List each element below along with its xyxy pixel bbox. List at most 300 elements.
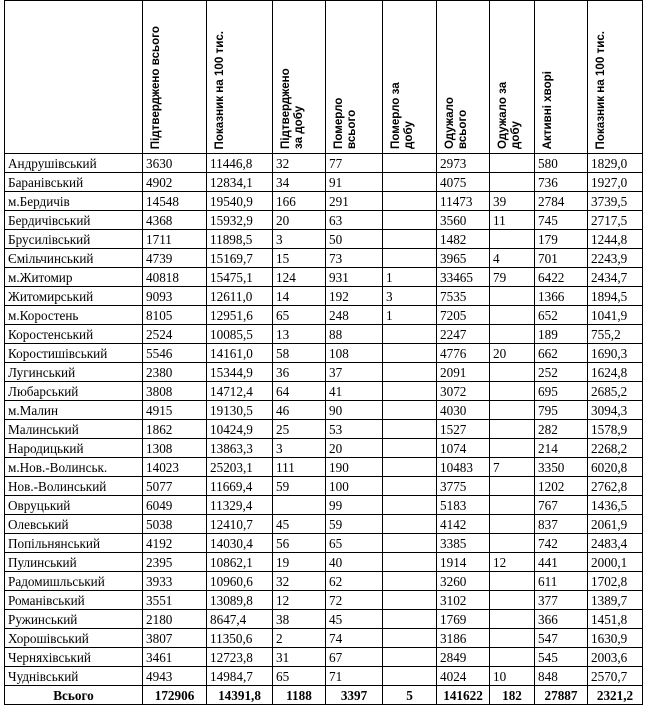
- value-cell: [383, 344, 437, 363]
- region-name-cell: Коростишівський: [5, 344, 143, 363]
- value-cell: 56: [273, 534, 326, 553]
- value-cell: [383, 610, 437, 629]
- region-name-cell: Олевський: [5, 515, 143, 534]
- value-cell: 4739: [143, 249, 207, 268]
- value-cell: 10424,9: [207, 420, 273, 439]
- value-cell: 32: [273, 572, 326, 591]
- value-cell: 1074: [437, 439, 490, 458]
- value-cell: 1244,8: [588, 230, 643, 249]
- value-cell: 2061,9: [588, 515, 643, 534]
- value-cell: 2395: [143, 553, 207, 572]
- report-table-container: [4, 0, 642, 705]
- total-value-cell: 182: [490, 686, 535, 705]
- value-cell: [383, 477, 437, 496]
- column-header-label: Активні хворі: [541, 70, 554, 149]
- value-cell: 5546: [143, 344, 207, 363]
- value-cell: 11350,6: [207, 629, 273, 648]
- value-cell: 695: [535, 382, 588, 401]
- value-cell: 15: [273, 249, 326, 268]
- value-cell: [490, 648, 535, 667]
- value-cell: 13863,3: [207, 439, 273, 458]
- value-cell: 99: [326, 496, 383, 515]
- value-cell: 19130,5: [207, 401, 273, 420]
- value-cell: 1769: [437, 610, 490, 629]
- value-cell: [490, 230, 535, 249]
- total-value-cell: 2321,2: [588, 686, 643, 705]
- value-cell: 91: [326, 173, 383, 192]
- region-name-cell: м.Малин: [5, 401, 143, 420]
- value-cell: 4075: [437, 173, 490, 192]
- value-cell: 736: [535, 173, 588, 192]
- value-cell: 3385: [437, 534, 490, 553]
- value-cell: 5038: [143, 515, 207, 534]
- value-cell: 1041,9: [588, 306, 643, 325]
- value-cell: 1308: [143, 439, 207, 458]
- value-cell: 20: [490, 344, 535, 363]
- table-row: [5, 591, 643, 610]
- table-row: [5, 249, 643, 268]
- value-cell: [383, 173, 437, 192]
- value-cell: 1927,0: [588, 173, 643, 192]
- table-row: [5, 344, 643, 363]
- value-cell: 77: [326, 154, 383, 173]
- region-name-cell: Брусилівський: [5, 230, 143, 249]
- value-cell: 3094,3: [588, 401, 643, 420]
- value-cell: [490, 629, 535, 648]
- value-cell: 124: [273, 268, 326, 287]
- region-name-cell: Хорошівський: [5, 629, 143, 648]
- total-value-cell: 141622: [437, 686, 490, 705]
- value-cell: [383, 572, 437, 591]
- table-row: [5, 667, 643, 686]
- value-cell: 36: [273, 363, 326, 382]
- value-cell: 2784: [535, 192, 588, 211]
- value-cell: 7: [490, 458, 535, 477]
- value-cell: 10862,1: [207, 553, 273, 572]
- value-cell: 72: [326, 591, 383, 610]
- value-cell: 12723,8: [207, 648, 273, 667]
- column-header: [383, 1, 437, 154]
- value-cell: 3808: [143, 382, 207, 401]
- value-cell: 2003,6: [588, 648, 643, 667]
- table-row: [5, 382, 643, 401]
- value-cell: 1914: [437, 553, 490, 572]
- column-header: [490, 1, 535, 154]
- table-row: [5, 268, 643, 287]
- value-cell: 12951,6: [207, 306, 273, 325]
- region-name-cell: Баранівський: [5, 173, 143, 192]
- value-cell: 1527: [437, 420, 490, 439]
- value-cell: 2849: [437, 648, 490, 667]
- value-cell: 10960,6: [207, 572, 273, 591]
- value-cell: 701: [535, 249, 588, 268]
- table-row: [5, 496, 643, 515]
- value-cell: [383, 192, 437, 211]
- table-row: [5, 553, 643, 572]
- value-cell: 15475,1: [207, 268, 273, 287]
- column-header: [437, 1, 490, 154]
- value-cell: 282: [535, 420, 588, 439]
- value-cell: 50: [326, 230, 383, 249]
- value-cell: 88: [326, 325, 383, 344]
- column-header: [326, 1, 383, 154]
- value-cell: 3933: [143, 572, 207, 591]
- value-cell: 4030: [437, 401, 490, 420]
- value-cell: 108: [326, 344, 383, 363]
- value-cell: 3807: [143, 629, 207, 648]
- column-header-label: Показник на 100 тис.: [594, 30, 607, 149]
- value-cell: [490, 382, 535, 401]
- total-value-cell: 5: [383, 686, 437, 705]
- table-row: [5, 306, 643, 325]
- value-cell: 14548: [143, 192, 207, 211]
- value-cell: 3102: [437, 591, 490, 610]
- table-row: [5, 629, 643, 648]
- value-cell: 3072: [437, 382, 490, 401]
- value-cell: 795: [535, 401, 588, 420]
- value-cell: 6049: [143, 496, 207, 515]
- total-value-cell: 3397: [326, 686, 383, 705]
- value-cell: 6422: [535, 268, 588, 287]
- table-row: [5, 648, 643, 667]
- value-cell: 1: [383, 306, 437, 325]
- value-cell: 20: [326, 439, 383, 458]
- value-cell: 14: [273, 287, 326, 306]
- value-cell: 25: [273, 420, 326, 439]
- value-cell: 71: [326, 667, 383, 686]
- value-cell: 14030,4: [207, 534, 273, 553]
- region-name-cell: Бердичівський: [5, 211, 143, 230]
- value-cell: 9093: [143, 287, 207, 306]
- value-cell: 14161,0: [207, 344, 273, 363]
- value-cell: 5077: [143, 477, 207, 496]
- value-cell: 65: [273, 306, 326, 325]
- value-cell: 4142: [437, 515, 490, 534]
- value-cell: 179: [535, 230, 588, 249]
- value-cell: 1702,8: [588, 572, 643, 591]
- value-cell: 59: [273, 477, 326, 496]
- region-name-cell: Попільнянський: [5, 534, 143, 553]
- value-cell: 11669,4: [207, 477, 273, 496]
- value-cell: 8105: [143, 306, 207, 325]
- value-cell: [490, 477, 535, 496]
- value-cell: 34: [273, 173, 326, 192]
- value-cell: 611: [535, 572, 588, 591]
- value-cell: 45: [326, 610, 383, 629]
- value-cell: 4024: [437, 667, 490, 686]
- table-row: [5, 572, 643, 591]
- value-cell: 3630: [143, 154, 207, 173]
- value-cell: 19540,9: [207, 192, 273, 211]
- value-cell: 58: [273, 344, 326, 363]
- value-cell: 65: [326, 534, 383, 553]
- region-name-cell: Романівський: [5, 591, 143, 610]
- value-cell: 19: [273, 553, 326, 572]
- value-cell: 1711: [143, 230, 207, 249]
- value-cell: 189: [535, 325, 588, 344]
- table-row: [5, 192, 643, 211]
- value-cell: 6020,8: [588, 458, 643, 477]
- region-name-cell: м.Коростень: [5, 306, 143, 325]
- value-cell: 3: [273, 230, 326, 249]
- value-cell: 3: [383, 287, 437, 306]
- table-row: [5, 363, 643, 382]
- table-row: [5, 401, 643, 420]
- value-cell: 15344,9: [207, 363, 273, 382]
- region-name-cell: Пулинський: [5, 553, 143, 572]
- value-cell: 39: [490, 192, 535, 211]
- value-cell: 4943: [143, 667, 207, 686]
- value-cell: 652: [535, 306, 588, 325]
- value-cell: [490, 439, 535, 458]
- value-cell: 1482: [437, 230, 490, 249]
- value-cell: 1202: [535, 477, 588, 496]
- value-cell: 32: [273, 154, 326, 173]
- value-cell: [490, 325, 535, 344]
- value-cell: 2434,7: [588, 268, 643, 287]
- value-cell: 2091: [437, 363, 490, 382]
- value-cell: 2717,5: [588, 211, 643, 230]
- value-cell: 745: [535, 211, 588, 230]
- table-row: [5, 477, 643, 496]
- value-cell: 100: [326, 477, 383, 496]
- value-cell: 4: [490, 249, 535, 268]
- region-name-cell: Коростенський: [5, 325, 143, 344]
- value-cell: [383, 249, 437, 268]
- value-cell: 14712,4: [207, 382, 273, 401]
- value-cell: 848: [535, 667, 588, 686]
- value-cell: [273, 496, 326, 515]
- column-header: [535, 1, 588, 154]
- value-cell: 755,2: [588, 325, 643, 344]
- region-name-cell: Ружинський: [5, 610, 143, 629]
- value-cell: 12611,0: [207, 287, 273, 306]
- column-header-label: Підтверджено всього: [149, 25, 162, 149]
- value-cell: 90: [326, 401, 383, 420]
- value-cell: 20: [273, 211, 326, 230]
- column-header: [207, 1, 273, 154]
- value-cell: 2247: [437, 325, 490, 344]
- value-cell: 67: [326, 648, 383, 667]
- value-cell: 252: [535, 363, 588, 382]
- value-cell: [490, 534, 535, 553]
- value-cell: 79: [490, 268, 535, 287]
- table-row: [5, 173, 643, 192]
- value-cell: 214: [535, 439, 588, 458]
- column-header-label: Померло за добу: [389, 82, 415, 149]
- value-cell: 1451,8: [588, 610, 643, 629]
- value-cell: 248: [326, 306, 383, 325]
- value-cell: 166: [273, 192, 326, 211]
- value-cell: 14023: [143, 458, 207, 477]
- value-cell: 2268,2: [588, 439, 643, 458]
- value-cell: 45: [273, 515, 326, 534]
- value-cell: [383, 439, 437, 458]
- value-cell: 12: [490, 553, 535, 572]
- value-cell: 4915: [143, 401, 207, 420]
- value-cell: 2180: [143, 610, 207, 629]
- value-cell: [383, 211, 437, 230]
- total-label-cell: Всього: [5, 686, 143, 705]
- value-cell: [490, 610, 535, 629]
- value-cell: 2570,7: [588, 667, 643, 686]
- value-cell: 366: [535, 610, 588, 629]
- value-cell: [383, 154, 437, 173]
- value-cell: 73: [326, 249, 383, 268]
- value-cell: 12410,7: [207, 515, 273, 534]
- value-cell: 11329,4: [207, 496, 273, 515]
- value-cell: 38: [273, 610, 326, 629]
- value-cell: [490, 173, 535, 192]
- value-cell: 3350: [535, 458, 588, 477]
- value-cell: 14984,7: [207, 667, 273, 686]
- value-cell: 1829,0: [588, 154, 643, 173]
- value-cell: [383, 325, 437, 344]
- value-cell: 53: [326, 420, 383, 439]
- value-cell: 662: [535, 344, 588, 363]
- value-cell: 41: [326, 382, 383, 401]
- value-cell: 15932,9: [207, 211, 273, 230]
- value-cell: [490, 591, 535, 610]
- value-cell: [490, 496, 535, 515]
- value-cell: 8647,4: [207, 610, 273, 629]
- table-row: [5, 211, 643, 230]
- table-row: [5, 610, 643, 629]
- table-row: [5, 534, 643, 553]
- value-cell: 1: [383, 268, 437, 287]
- value-cell: [383, 534, 437, 553]
- region-name-cell: Народицький: [5, 439, 143, 458]
- value-cell: 2000,1: [588, 553, 643, 572]
- value-cell: 767: [535, 496, 588, 515]
- column-header: [588, 1, 643, 154]
- value-cell: 11446,8: [207, 154, 273, 173]
- value-cell: [490, 572, 535, 591]
- value-cell: 10085,5: [207, 325, 273, 344]
- region-name-cell: м.Бердичів: [5, 192, 143, 211]
- total-value-cell: 172906: [143, 686, 207, 705]
- region-name-cell: Ємільчинський: [5, 249, 143, 268]
- region-name-cell: м.Житомир: [5, 268, 143, 287]
- value-cell: 1630,9: [588, 629, 643, 648]
- value-cell: 190: [326, 458, 383, 477]
- value-cell: [490, 287, 535, 306]
- value-cell: 3551: [143, 591, 207, 610]
- value-cell: 12: [273, 591, 326, 610]
- region-name-cell: Овруцький: [5, 496, 143, 515]
- value-cell: [383, 230, 437, 249]
- region-name-cell: Чуднівський: [5, 667, 143, 686]
- value-cell: 7535: [437, 287, 490, 306]
- value-cell: 3739,5: [588, 192, 643, 211]
- value-cell: 1690,3: [588, 344, 643, 363]
- value-cell: [490, 515, 535, 534]
- value-cell: [383, 401, 437, 420]
- value-cell: [383, 648, 437, 667]
- value-cell: [490, 306, 535, 325]
- header-row: [5, 1, 643, 154]
- value-cell: 2: [273, 629, 326, 648]
- value-cell: 4192: [143, 534, 207, 553]
- value-cell: 11473: [437, 192, 490, 211]
- value-cell: 40818: [143, 268, 207, 287]
- value-cell: 40: [326, 553, 383, 572]
- region-name-cell: Любарський: [5, 382, 143, 401]
- value-cell: [383, 515, 437, 534]
- value-cell: 62: [326, 572, 383, 591]
- value-cell: [383, 458, 437, 477]
- value-cell: 742: [535, 534, 588, 553]
- value-cell: 63: [326, 211, 383, 230]
- value-cell: 441: [535, 553, 588, 572]
- region-name-cell: Черняхівський: [5, 648, 143, 667]
- table-row: [5, 420, 643, 439]
- value-cell: [383, 591, 437, 610]
- column-header-label: Підтверджено за добу: [279, 68, 305, 149]
- value-cell: 931: [326, 268, 383, 287]
- value-cell: 2762,8: [588, 477, 643, 496]
- value-cell: 1578,9: [588, 420, 643, 439]
- value-cell: 3775: [437, 477, 490, 496]
- total-value-cell: 14391,8: [207, 686, 273, 705]
- value-cell: 1366: [535, 287, 588, 306]
- value-cell: 3: [273, 439, 326, 458]
- value-cell: 7205: [437, 306, 490, 325]
- value-cell: [490, 401, 535, 420]
- total-value-cell: 27887: [535, 686, 588, 705]
- value-cell: 1624,8: [588, 363, 643, 382]
- value-cell: 2483,4: [588, 534, 643, 553]
- value-cell: 4776: [437, 344, 490, 363]
- region-name-cell: Андрушівський: [5, 154, 143, 173]
- value-cell: 2243,9: [588, 249, 643, 268]
- value-cell: 37: [326, 363, 383, 382]
- value-cell: 74: [326, 629, 383, 648]
- value-cell: [383, 629, 437, 648]
- column-header: [273, 1, 326, 154]
- value-cell: [490, 154, 535, 173]
- total-row: [5, 686, 643, 705]
- table-row: [5, 439, 643, 458]
- value-cell: 4368: [143, 211, 207, 230]
- value-cell: 59: [326, 515, 383, 534]
- table-row: [5, 230, 643, 249]
- value-cell: [383, 420, 437, 439]
- value-cell: 3186: [437, 629, 490, 648]
- value-cell: [383, 363, 437, 382]
- column-header-label: Померло всього: [332, 97, 358, 149]
- region-name-cell: Малинський: [5, 420, 143, 439]
- value-cell: 2380: [143, 363, 207, 382]
- value-cell: 13: [273, 325, 326, 344]
- value-cell: 10: [490, 667, 535, 686]
- region-name-cell: Радомишльський: [5, 572, 143, 591]
- value-cell: 64: [273, 382, 326, 401]
- table-body: [5, 154, 643, 686]
- value-cell: 547: [535, 629, 588, 648]
- value-cell: 5183: [437, 496, 490, 515]
- value-cell: 1389,7: [588, 591, 643, 610]
- column-header-label: Одужало всього: [443, 97, 469, 149]
- value-cell: 31: [273, 648, 326, 667]
- value-cell: 1894,5: [588, 287, 643, 306]
- value-cell: 291: [326, 192, 383, 211]
- value-cell: [383, 553, 437, 572]
- value-cell: 11898,5: [207, 230, 273, 249]
- value-cell: [383, 667, 437, 686]
- value-cell: 3965: [437, 249, 490, 268]
- value-cell: 46: [273, 401, 326, 420]
